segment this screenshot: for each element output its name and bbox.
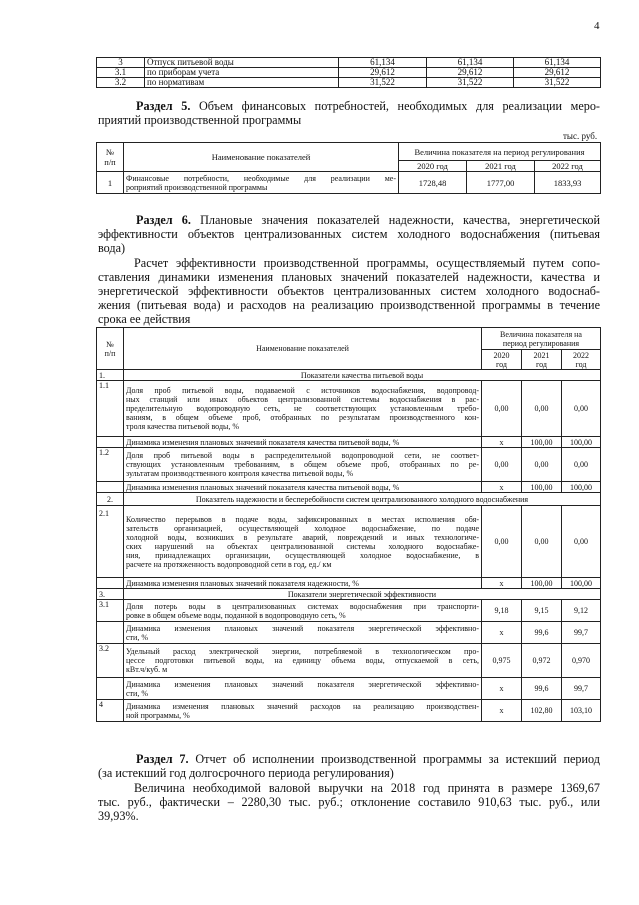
row-value: 99,7	[562, 678, 601, 700]
section7-heading: Раздел 7. Отчет об исполнении производственной программы за истекший период (за истекший год долгосрочного периода регулирования)	[98, 752, 600, 780]
header-period: Величина показателя на период регулирования	[482, 328, 601, 350]
header-year: 2020 год	[399, 161, 467, 172]
row-num	[97, 622, 124, 644]
row-value: 0,00	[482, 506, 522, 578]
header-name: Наименование показателей	[124, 143, 399, 172]
row-value: 99,7	[562, 622, 601, 644]
section5-unit: тыс. руб.	[563, 131, 598, 141]
header-period: Величина показателя на период регулирования	[399, 143, 601, 161]
row-value: 9,15	[522, 600, 562, 622]
section6-paragraph: Расчет эффективности производственной программы, осуществляемый путем сопо- ставления динамики изменения плановых значений показателей надежности, качества и энергетической эффективности объектов централизованных систем холодного водоснаб- жения (питьевая вода) и расходов на реализацию производственной программы в течение срока ее действия	[98, 256, 600, 326]
row-value: 100,00	[562, 578, 601, 589]
row-name: Динамика изменения плановых значений показателя качества питьевой воды, %	[124, 482, 482, 493]
section5-label: Раздел 5.	[136, 99, 191, 113]
row-value: x	[482, 437, 522, 448]
row-name: по нормативам	[145, 78, 339, 88]
row-num: 3.2	[97, 78, 145, 88]
table-row	[97, 700, 601, 722]
row-value: 100,00	[522, 482, 562, 493]
row-num: 2.	[97, 493, 124, 506]
row-value: 99,6	[522, 622, 562, 644]
row-num: 1	[97, 172, 124, 194]
row-value: x	[482, 678, 522, 700]
section6-label: Раздел 6.	[136, 213, 191, 227]
section-title: Показатели качества питьевой воды	[124, 370, 601, 381]
row-value: 0,00	[522, 381, 562, 437]
row-value: x	[482, 482, 522, 493]
table-row	[97, 172, 601, 194]
row-name: Динамика изменения плановых значений показателя качества питьевой воды, %	[124, 437, 482, 448]
row-num: 2.1	[97, 506, 124, 578]
row-value: x	[482, 578, 522, 589]
row-value: 0,00	[562, 506, 601, 578]
table-row	[97, 600, 601, 622]
section5-title-line: Объем финансовых потребностей, необходимых для реализации меро-	[190, 99, 600, 113]
row-name: Динамика изменения плановых значений показателя энергетической эффективно- сти, %	[124, 678, 482, 700]
table-row	[97, 578, 601, 589]
row-name: Доля проб питьевой воды в распределительной водопроводной сети, не соответ- ствующих установленным требованиям, в общем объеме проб, отобранных по ре- зультатам производственного контроля качества питьевой воды, %	[124, 448, 482, 482]
section-title: Показатель надежности и бесперебойности систем централизованного холодного водоснабжения	[124, 493, 601, 506]
row-value: 0,00	[562, 448, 601, 482]
row-value: 0,972	[522, 644, 562, 678]
row-value: 99,6	[522, 678, 562, 700]
section-row	[97, 370, 601, 381]
row-value: 31,522	[427, 78, 514, 88]
section5-table	[96, 142, 601, 194]
row-value: 0,00	[522, 506, 562, 578]
section-row	[97, 589, 601, 600]
row-value: 61,134	[339, 58, 427, 68]
section7-paragraph: Величина необходимой валовой выручки на 2018 год принята в размере 1369,67 тыс. руб., фактически – 2280,30 тыс. руб.; отклонение составило 910,63 тыс. руб., или 39,93%.	[98, 781, 600, 823]
row-name: Доля проб питьевой воды, подаваемой с источников водоснабжения, водопровод- ных станций или иных объектов централизованной системы водоснабжения в рас- пределительную водопроводную сеть, не соответствующих установленным требо- ваниям, в общем объеме проб, отобранных по результатам производственного кон- троля качества питьевой воды, %	[124, 381, 482, 437]
row-value: 29,612	[514, 68, 601, 78]
section6-table	[96, 327, 601, 722]
row-value: 0,00	[522, 448, 562, 482]
row-value: 29,612	[339, 68, 427, 78]
row-value: 29,612	[427, 68, 514, 78]
top-table	[96, 57, 601, 88]
row-value: 100,00	[562, 437, 601, 448]
row-value: 0,00	[482, 381, 522, 437]
table-row	[97, 381, 601, 437]
row-num: 1.	[97, 370, 124, 381]
header-num: № п/п	[97, 328, 124, 370]
row-value: 0,970	[562, 644, 601, 678]
row-name: Динамика изменения плановых значений расходов на реализацию производствен- ной программы, %	[124, 700, 482, 722]
section-row	[97, 493, 601, 506]
row-value: 103,10	[562, 700, 601, 722]
row-num	[97, 678, 124, 700]
row-num: 1.2	[97, 448, 124, 482]
row-num	[97, 437, 124, 448]
table-row	[97, 58, 601, 68]
section-title: Показатели энергетической эффективности	[124, 589, 601, 600]
row-num: 3	[97, 58, 145, 68]
row-name: Отпуск питьевой воды	[145, 58, 339, 68]
row-num: 3.1	[97, 600, 124, 622]
row-num: 3.1	[97, 68, 145, 78]
row-value: 1728,48	[399, 172, 467, 194]
row-value: x	[482, 700, 522, 722]
row-name: Финансовые потребности, необходимые для реализации ме- роприятий производственной программы	[124, 172, 399, 194]
row-value: x	[482, 622, 522, 644]
row-value: 100,00	[522, 437, 562, 448]
header-year: 2022 год	[535, 161, 601, 172]
table-row	[97, 78, 601, 88]
table-row	[97, 506, 601, 578]
table-row	[97, 678, 601, 700]
row-num: 1.1	[97, 381, 124, 437]
table-row	[97, 68, 601, 78]
header-year: 2021 год	[522, 350, 562, 370]
section6-heading: Раздел 6. Плановые значения показателей надежности, качества, энергетической эффективности объектов централизованных систем холодного водоснабжения (питьевая вода)	[98, 213, 600, 255]
table-row	[97, 482, 601, 493]
row-value: 0,975	[482, 644, 522, 678]
section5-heading	[98, 99, 600, 127]
header-year: 2020 год	[482, 350, 522, 370]
row-name: Динамика изменения плановых значений показателя надежности, %	[124, 578, 482, 589]
header-year: 2022 год	[562, 350, 601, 370]
row-name: Количество перерывов в подаче воды, зафиксированных в местах исполнения обя- зательств организацией, осуществляющей холодное водоснабжение, по подаче холодной воды, возникших в результате аварий, повреждений и иных технологиче- ских нарушений на объектах централизованной системы холодного водоснабже- ния, принадлежащих организации, осуществляющей холодное водоснабжение, в расчете на протяженность водопроводной сети в год, ед./ км	[124, 506, 482, 578]
page-number: 4	[594, 20, 600, 32]
row-value: 61,134	[514, 58, 601, 68]
row-value: 9,12	[562, 600, 601, 622]
row-value: 1833,93	[535, 172, 601, 194]
row-num: 3.2	[97, 644, 124, 678]
row-value: 100,00	[522, 578, 562, 589]
row-num	[97, 578, 124, 589]
row-value: 61,134	[427, 58, 514, 68]
header-name: Наименование показателей	[124, 328, 482, 370]
row-name: по приборам учета	[145, 68, 339, 78]
row-name: Доля потерь воды в централизованных системах водоснабжения при транспорти- ровке в общем объеме воды, поданной в водопроводную сеть, %	[124, 600, 482, 622]
row-value: 9,18	[482, 600, 522, 622]
table-row	[97, 448, 601, 482]
row-num: 4	[97, 700, 124, 722]
row-num	[97, 482, 124, 493]
row-name: Динамика изменения плановых значений показателя энергетической эффективно- сти, %	[124, 622, 482, 644]
section5-title-line: приятий производственной программы	[98, 113, 302, 127]
row-value: 100,00	[562, 482, 601, 493]
row-num: 3.	[97, 589, 124, 600]
row-value: 0,00	[482, 448, 522, 482]
table-row	[97, 644, 601, 678]
row-name: Удельный расход электрической энергии, потребляемой в технологическом про- цессе подготовки питьевой воды, на единицу объема воды, отпускаемой в сеть, кВт.ч/куб. м	[124, 644, 482, 678]
row-value: 31,522	[514, 78, 601, 88]
header-num: № п/п	[97, 143, 124, 172]
table-row	[97, 437, 601, 448]
section7-label: Раздел 7.	[136, 752, 189, 766]
row-value: 102,80	[522, 700, 562, 722]
row-value: 0,00	[562, 381, 601, 437]
header-year: 2021 год	[467, 161, 535, 172]
row-value: 31,522	[339, 78, 427, 88]
table-row	[97, 622, 601, 644]
row-value: 1777,00	[467, 172, 535, 194]
